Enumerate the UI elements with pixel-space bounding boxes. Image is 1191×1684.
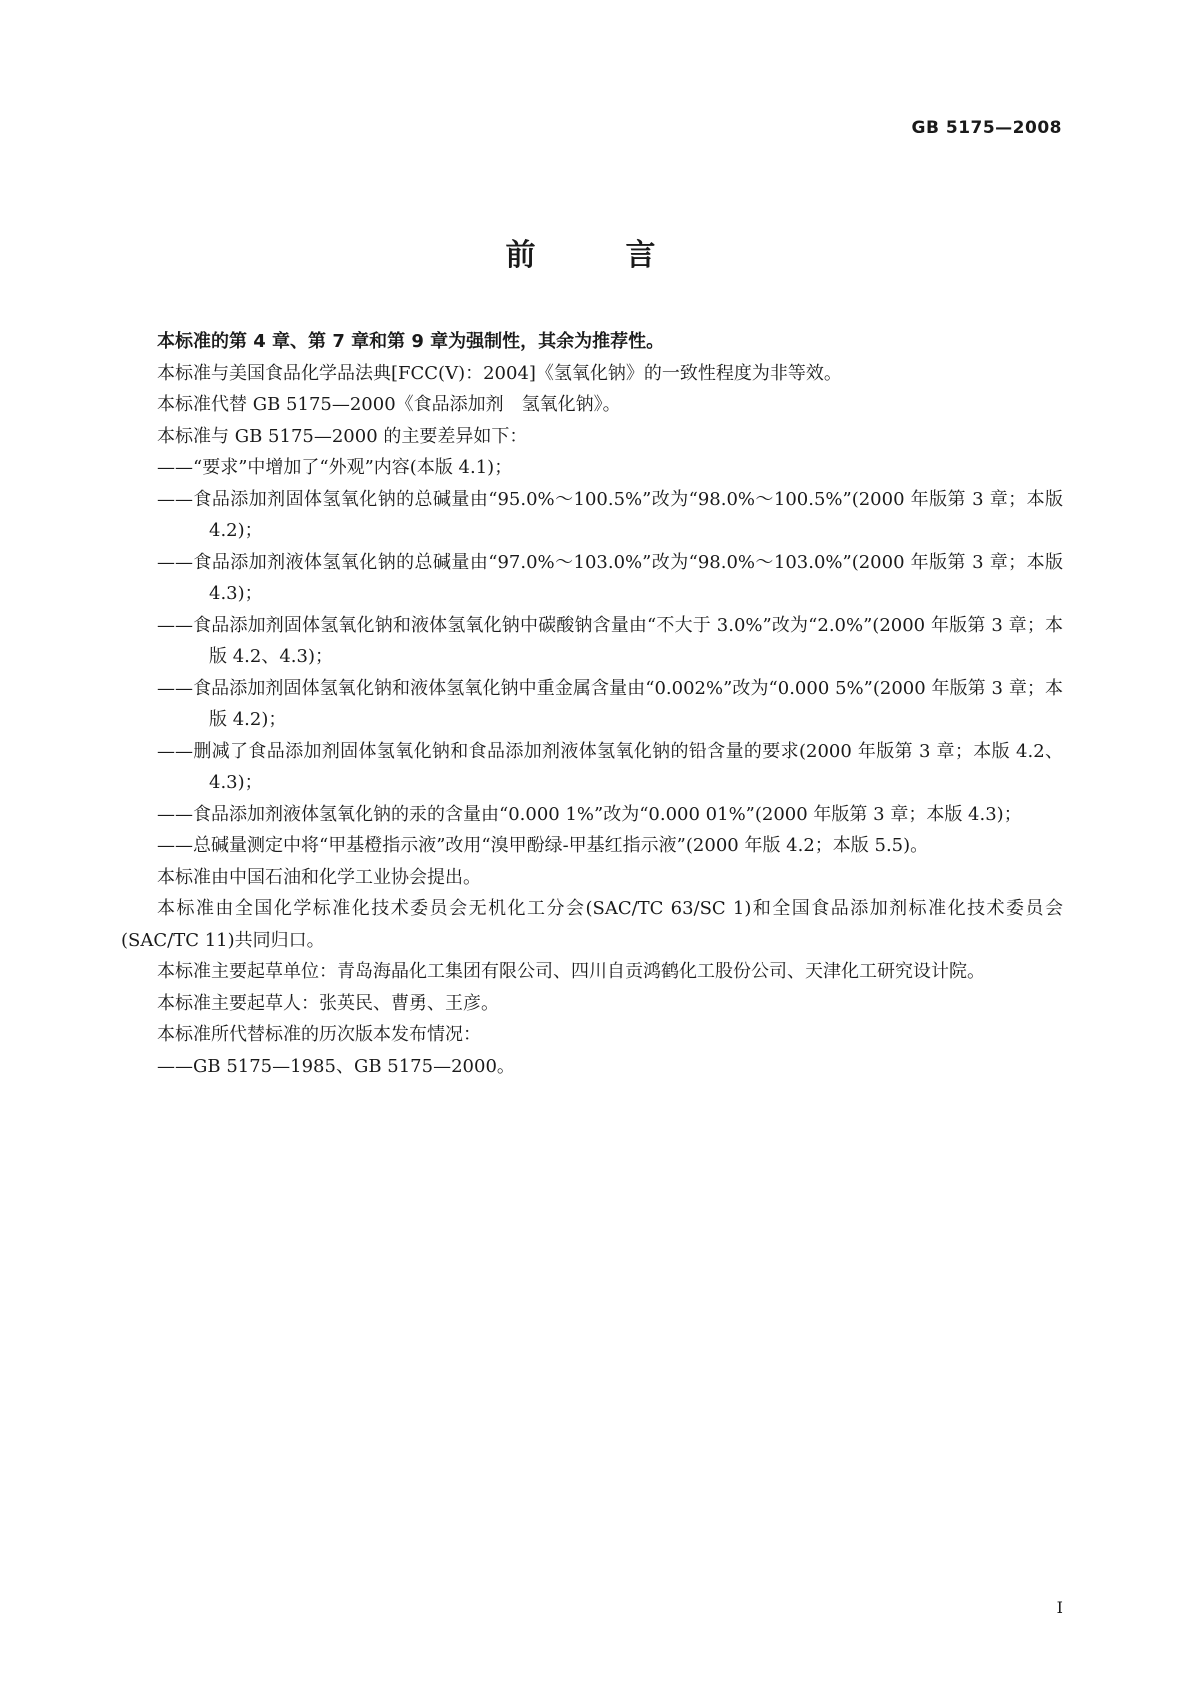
history-item: ——GB 5175—1985、GB 5175—2000。 bbox=[157, 1055, 515, 1077]
page-title: 前 言 bbox=[505, 238, 686, 273]
difference-item: ——食品添加剂液体氢氧化钠的汞的含量由“0.000 1%”改为“0.000 01%”(2000 年版第 3 章；本版 4.3)； bbox=[157, 803, 1022, 825]
jurisdiction-statement: 本标准由全国化学标准化技术委员会无机化工分会(SAC/TC 63/SC 1)和全国食品添加剂标准化技术委员会(SAC/TC 11)共同归口。 bbox=[121, 898, 1063, 951]
equivalence-statement: 本标准与美国食品化学品法典[FCC(V)：2004]《氢氧化钠》的一致性程度为非等效。 bbox=[157, 362, 842, 384]
mandatory-clause: 本标准的第 4 章、第 7 章和第 9 章为强制性，其余为推荐性。 bbox=[157, 331, 665, 352]
standard-code: GB 5175—2008 bbox=[911, 118, 1062, 138]
difference-item: ——“要求”中增加了“外观”内容(本版 4.1)； bbox=[157, 457, 513, 478]
proposer-statement: 本标准由中国石油和化学工业协会提出。 bbox=[157, 866, 481, 888]
difference-item: ——食品添加剂固体氢氧化钠的总碱量由“95.0%～100.5%”改为“98.0%～100.5%”(2000 年版第 3 章；本版 4.2)； bbox=[157, 488, 1063, 541]
difference-item: ——食品添加剂固体氢氧化钠和液体氢氧化钠中重金属含量由“0.002%”改为“0.000 5%”(2000 年版第 3 章；本版 4.2)； bbox=[157, 677, 1063, 730]
page-number: I bbox=[1056, 1598, 1063, 1617]
difference-item: ——删减了食品添加剂固体氢氧化钠和食品添加剂液体氢氧化钠的铅含量的要求(2000 年版第 3 章；本版 4.2、4.3)； bbox=[157, 740, 1063, 793]
difference-item: ——总碱量测定中将“甲基橙指示液”改用“溴甲酚绿-甲基红指示液”(2000 年版 4.2；本版 5.5)。 bbox=[157, 835, 929, 856]
drafting-units: 本标准主要起草单位：青岛海晶化工集团有限公司、四川自贡鸿鹤化工股份公司、天津化工研究设计院。 bbox=[157, 961, 985, 982]
difference-item: ——食品添加剂液体氢氧化钠的总碱量由“97.0%～103.0%”改为“98.0%～103.0%”(2000 年版第 3 章；本版 4.3)； bbox=[157, 551, 1063, 604]
difference-item: ——食品添加剂固体氢氧化钠和液体氢氧化钠中碳酸钠含量由“不大于 3.0%”改为“2.0%”(2000 年版第 3 章；本版 4.2、4.3)； bbox=[157, 614, 1063, 667]
preface-body bbox=[121, 326, 1063, 1082]
history-intro: 本标准所代替标准的历次版本发布情况： bbox=[157, 1024, 481, 1045]
replacement-statement: 本标准代替 GB 5175—2000《食品添加剂 氢氧化钠》。 bbox=[157, 394, 621, 415]
drafters: 本标准主要起草人：张英民、曹勇、王彦。 bbox=[157, 992, 499, 1014]
differences-intro: 本标准与 GB 5175—2000 的主要差异如下： bbox=[157, 425, 528, 447]
